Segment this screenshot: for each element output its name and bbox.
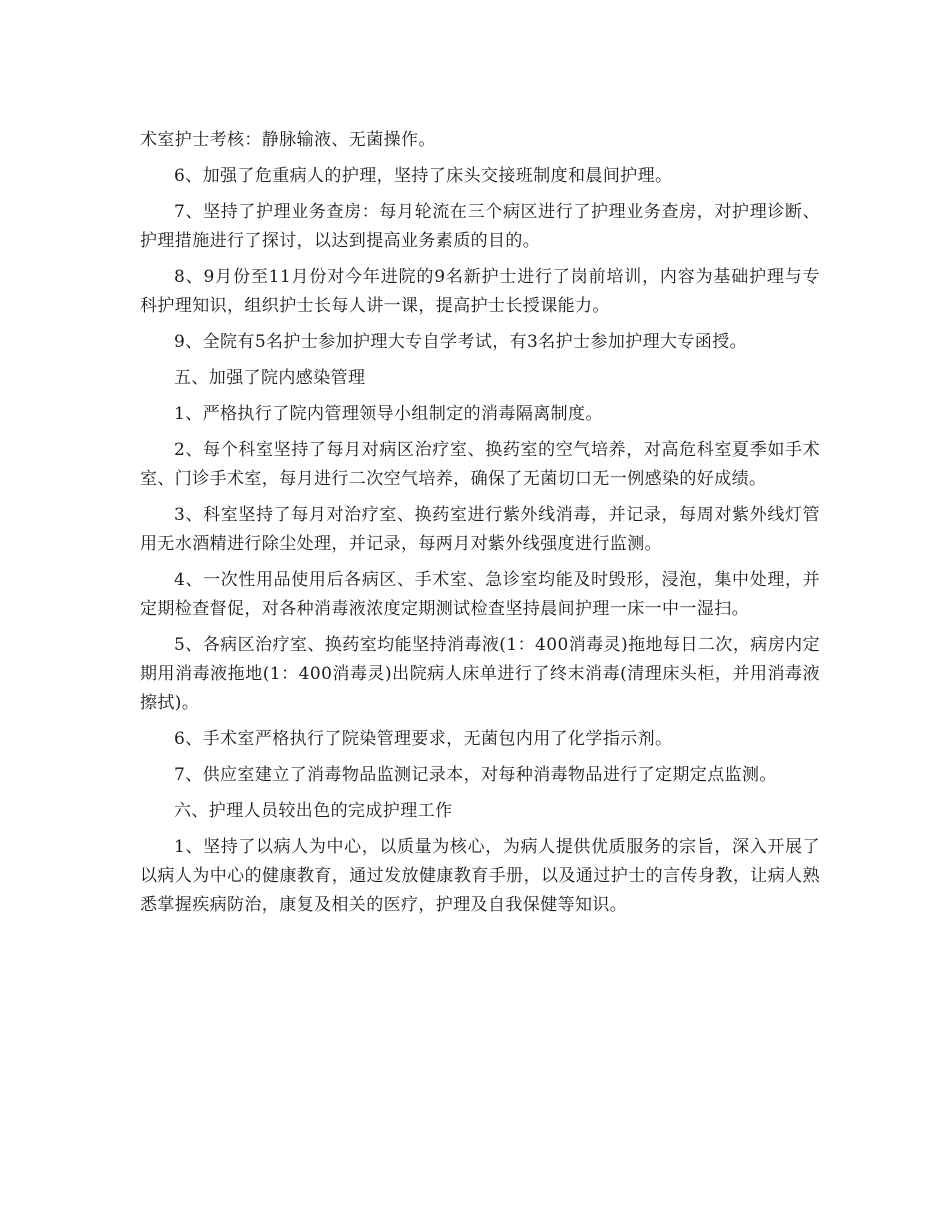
paragraph-infection-3: 3、科室坚持了每月对治疗室、换药室进行紫外线消毒，并记录，每周对紫外线灯管用无水酒精进行除尘处理，并记录，每两月对紫外线强度进行监测。 xyxy=(140,505,820,554)
paragraph-continuation: 术室护士考核：静脉输液、无菌操作。 xyxy=(140,130,436,150)
paragraph-infection-4: 4、一次性用品使用后各病区、手术室、急诊室均能及时毁形，浸泡，集中处理，并定期检查督促，对各种消毒液浓度定期测试检查坚持晨间护理一床一中一湿扫。 xyxy=(140,570,820,619)
paragraph-item-7-ward-rounds: 7、坚持了护理业务查房：每月轮流在三个病区进行了护理业务查房，对护理诊断、护理措施进行了探讨，以达到提高业务素质的目的。 xyxy=(140,202,820,251)
paragraph-nursing-1: 1、坚持了以病人为中心，以质量为核心，为病人提供优质服务的宗旨，深入开展了以病人为中心的健康教育，通过发放健康教育手册，以及通过护士的言传身教，让病人熟悉掌握疾病防治，康复及相关的医疗，护理及自我保健等知识。 xyxy=(140,837,820,915)
document-body xyxy=(140,126,820,927)
paragraph-item-6-critical-care: 6、加强了危重病人的护理，坚持了床头交接班制度和晨间护理。 xyxy=(174,166,673,186)
paragraph-infection-7: 7、供应室建立了消毒物品监测记录本，对每种消毒物品进行了定期定点监测。 xyxy=(174,765,777,785)
paragraph-infection-6: 6、手术室严格执行了院染管理要求，无菌包内用了化学指示剂。 xyxy=(174,729,673,749)
paragraph-infection-1: 1、严格执行了院内管理领导小组制定的消毒隔离制度。 xyxy=(174,404,603,424)
paragraph-infection-5: 5、各病区治疗室、换药室均能坚持消毒液(1：400消毒灵)拖地每日二次，病房内定期用消毒液拖地(1：400消毒灵)出院病人床单进行了终末消毒(清理床头柜，并用消毒液擦拭)。 xyxy=(140,635,820,713)
section-heading-infection-control: 五、加强了院内感染管理 xyxy=(174,368,366,388)
paragraph-infection-2: 2、每个科室坚持了每月对病区治疗室、换药室的空气培养，对高危科室夏季如手术室、门诊手术室，每月进行二次空气培养，确保了无菌切口无一例感染的好成绩。 xyxy=(140,440,820,489)
paragraph-item-8-new-nurse-training: 8、9月份至11月份对今年进院的9名新护士进行了岗前培训，内容为基础护理与专科护理知识，组织护士长每人讲一课，提高护士长授课能力。 xyxy=(140,267,820,316)
section-heading-nursing-work: 六、护理人员较出色的完成护理工作 xyxy=(174,801,453,821)
paragraph-item-9-exams: 9、全院有5名护士参加护理大专自学考试，有3名护士参加护理大专函授。 xyxy=(174,332,748,352)
